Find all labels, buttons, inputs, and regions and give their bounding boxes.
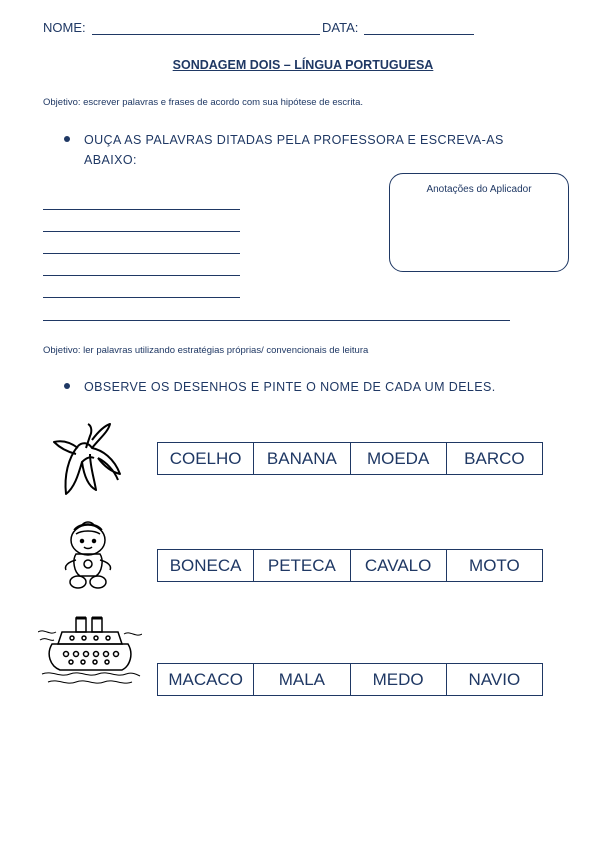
table-row <box>158 550 543 582</box>
word-option[interactable]: CAVALO <box>350 550 446 582</box>
notes-box[interactable] <box>389 173 569 272</box>
answer-line-4[interactable] <box>43 275 240 276</box>
word-option[interactable]: NAVIO <box>446 664 542 696</box>
bullet-icon <box>64 383 70 389</box>
sentence-line[interactable] <box>43 320 510 321</box>
notes-title: Anotações do Aplicador <box>426 184 532 195</box>
word-option[interactable]: PETECA <box>254 550 350 582</box>
instruction-reading: OBSERVE OS DESENHOS E PINTE O NOME DE CADA UM DELES. <box>84 380 496 394</box>
word-option[interactable]: BANANA <box>254 443 350 475</box>
answer-line-1[interactable] <box>43 209 240 210</box>
answer-line-2[interactable] <box>43 231 240 232</box>
name-field[interactable] <box>92 34 320 35</box>
word-option[interactable]: BONECA <box>158 550 254 582</box>
table-row <box>158 443 543 475</box>
objective-writing: Objetivo: escrever palavras e frases de acordo com sua hipótese de escrita. <box>43 97 363 108</box>
word-option[interactable]: MOTO <box>446 550 542 582</box>
word-option[interactable]: COELHO <box>158 443 254 475</box>
word-option[interactable]: MALA <box>254 664 350 696</box>
answer-line-5[interactable] <box>43 297 240 298</box>
date-field[interactable] <box>364 34 474 35</box>
page-title: SONDAGEM DOIS – LÍNGUA PORTUGUESA <box>172 58 434 72</box>
name-label: NOME: <box>43 20 86 35</box>
table-row <box>158 664 543 696</box>
date-label: DATA: <box>322 20 359 35</box>
word-table-ship <box>157 663 543 696</box>
word-option[interactable]: MEDO <box>350 664 446 696</box>
word-table-banana <box>157 442 543 475</box>
word-option[interactable]: BARCO <box>446 443 542 475</box>
bullet-icon <box>64 136 70 142</box>
banana-drawing <box>48 418 128 498</box>
word-option[interactable]: MOEDA <box>350 443 446 475</box>
doll-drawing <box>52 520 124 592</box>
answer-line-3[interactable] <box>43 253 240 254</box>
instruction-dictation: OUÇA AS PALAVRAS DITADAS PELA PROFESSORA E ESCREVA-AS ABAIXO: <box>84 133 504 167</box>
ship-drawing <box>38 614 142 690</box>
objective-reading: Objetivo: ler palavras utilizando estratégias próprias/ convencionais de leitura <box>43 345 369 356</box>
word-option[interactable]: MACACO <box>158 664 254 696</box>
word-table-doll <box>157 549 543 582</box>
